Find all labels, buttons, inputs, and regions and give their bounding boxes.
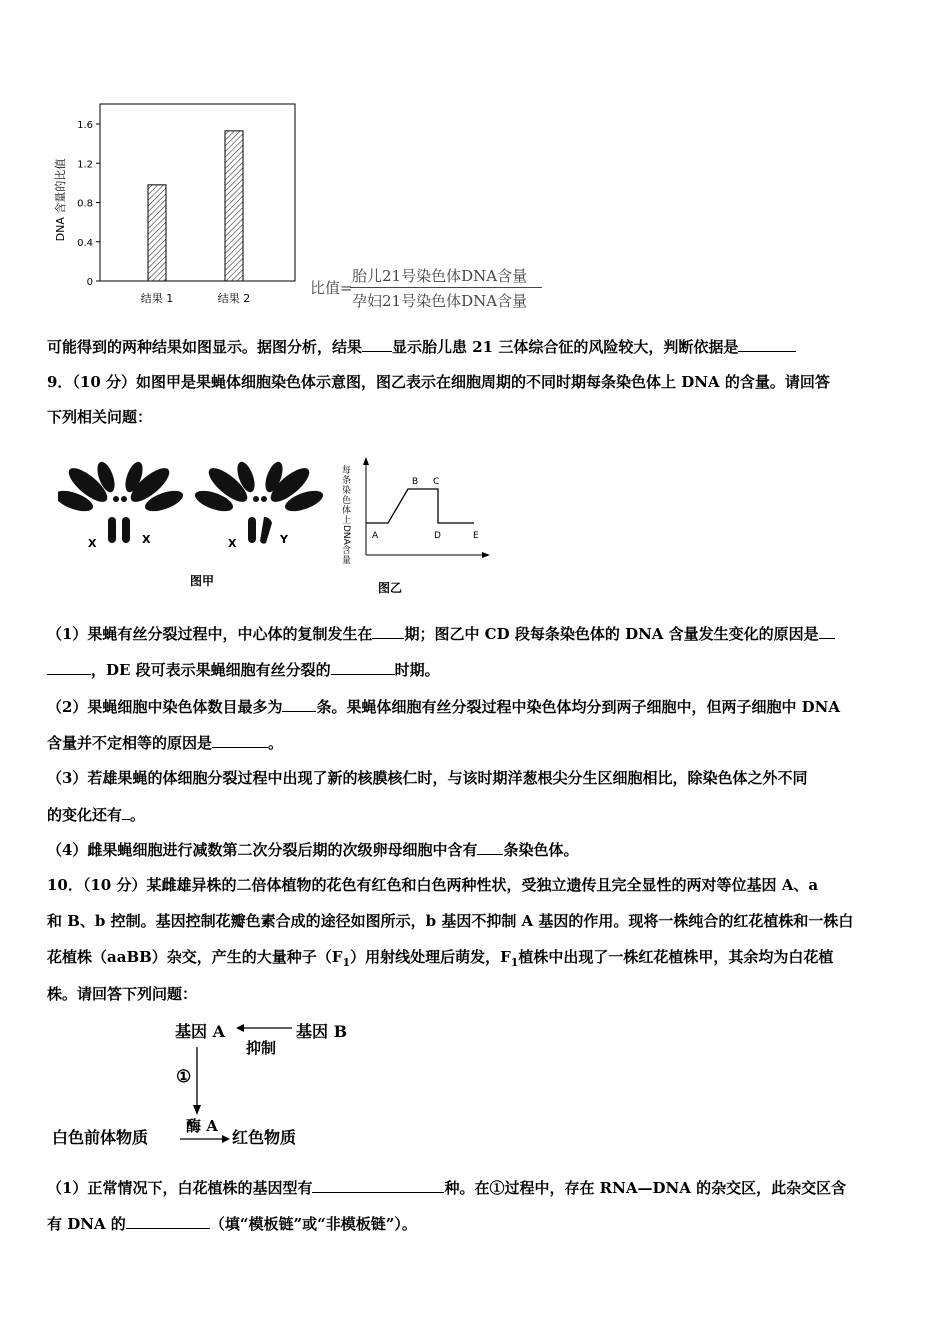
blank[interactable]	[122, 805, 130, 820]
chrom-label: Y	[280, 533, 288, 546]
q9-part3-line2: 的变化还有 。	[47, 806, 146, 824]
chrom-label: X	[142, 533, 151, 546]
point-label-d: D	[434, 531, 441, 541]
y-tick-label: 1.2	[77, 159, 93, 171]
blank[interactable]	[738, 337, 796, 352]
q8-conclusion: 可能得到的两种结果如图显示。据图分析，结果 显示胎儿患 21 三体综合征的风险较大，判断依据是	[47, 337, 917, 357]
male-chromosomes	[192, 460, 325, 544]
figure-yi-label: 图乙	[378, 581, 403, 595]
figure-yi-ylabel-char: 含	[342, 546, 352, 556]
figure-yi-ylabel-char: DNA	[341, 525, 351, 545]
point-label-b: B	[412, 477, 419, 487]
blank[interactable]	[362, 337, 392, 352]
formula-prefix: 比值=	[310, 279, 353, 297]
blank[interactable]	[212, 733, 268, 748]
q9-part1-line2: ，DE 段可表示果蝇细胞有丝分裂的 时期。	[47, 660, 917, 680]
inhibit-arrow	[236, 1021, 296, 1035]
chart-ylabel: DNA 含量的比值	[54, 158, 67, 242]
formula-denominator: 孕妇21号染色体DNA含量	[352, 292, 528, 310]
point-label-e: E	[473, 531, 479, 541]
blank[interactable]	[312, 1178, 444, 1193]
y-tick-label: 0.8	[77, 198, 93, 210]
figure-jia-label: 图甲	[190, 574, 215, 588]
blank[interactable]	[47, 660, 91, 675]
blank[interactable]	[331, 660, 395, 675]
q10-stem-1: 10．（10 分）某雌雄异株的二倍体植物的花色有红色和白色两种性状，受独立遗传且完全显性的两对等位基因 A、a	[47, 876, 819, 894]
x-category-label: 结果 2	[217, 292, 251, 305]
y-tick-label: 0	[86, 277, 93, 288]
chrom-label: X	[228, 537, 237, 550]
blank[interactable]	[372, 624, 404, 639]
point-label-a: A	[372, 531, 379, 541]
y-tick-label: 0.4	[77, 237, 93, 249]
q10-part1-line2: 有 DNA 的 （填“模板链”或“非模板链”）。	[47, 1215, 417, 1233]
figure-yi-ylabel-char: 条	[342, 476, 352, 486]
inhibit-label: 抑制	[246, 1039, 277, 1057]
dna-ratio-bar-chart	[50, 100, 310, 315]
q10-stem-3: 花植株（aaBB）杂交，产生的大量种子$(F_1)$用射线处理后萌发，$F_1$植株中出现了一株红花植株甲，其余均为白花植	[47, 948, 834, 969]
blank[interactable]	[477, 840, 503, 855]
bar-1	[148, 185, 166, 281]
ratio-formula	[310, 265, 570, 315]
dna-content-line	[366, 489, 474, 523]
figure-yi-ylabel-char: 量	[342, 556, 352, 566]
q9-stem-2: 下列相关问题：	[47, 408, 153, 426]
gene-b: 基因 B	[296, 1022, 348, 1041]
q10-part1-line1: （1）正常情况下，白花植株的基因型有 种。在①过程中，存在 RNA—DNA 的杂交区，此杂交区含	[47, 1179, 847, 1197]
female-chromosomes	[58, 460, 186, 543]
figure-jia	[58, 455, 328, 590]
chrom-label: X	[88, 537, 97, 550]
x-category-label: 结果 1	[140, 292, 174, 305]
figure-yi-ylabel-char: 体	[342, 506, 352, 516]
step-one-label: ①	[176, 1067, 192, 1087]
figure-yi-ylabel-char: 每	[342, 466, 352, 476]
q9-part1-line1: （1）果蝇有丝分裂过程中，中心体的复制发生在 期；图乙中 CD 段每条染色体的 DNA 含量发生变化的原因是	[47, 624, 917, 644]
figure-yi	[336, 453, 496, 598]
conversion-arrow	[180, 1134, 230, 1144]
q9-part3-line1: （3）若雄果蝇的体细胞分裂过程中出现了新的核膜核仁时，与该时期洋葱根尖分生区细胞相比，除染色体之外不同	[47, 769, 808, 787]
figure-yi-ylabel	[341, 464, 351, 566]
y-tick-label: 1.6	[77, 120, 93, 131]
fraction-bar	[350, 287, 542, 288]
q10-stem-4: 株。请回答下列问题：	[47, 985, 198, 1003]
figure-yi-ylabel-char: 色	[342, 496, 352, 506]
pathway-diagram	[50, 1015, 370, 1155]
formula-numerator: 胎儿21号染色体DNA含量	[352, 267, 528, 285]
precursor-label: 白色前体物质	[52, 1128, 149, 1147]
q9-stem-1: 9．（10 分）如图甲是果蝇体细胞染色体示意图，图乙表示在细胞周期的不同时期每条染色体上 DNA 的含量。请回答	[47, 373, 830, 391]
figure-yi-ylabel-char: 染	[342, 486, 352, 496]
blank[interactable]	[126, 1214, 210, 1229]
chart-frame	[100, 104, 295, 281]
figure-yi-ylabel-char: 上	[342, 516, 352, 526]
gene-a: 基因 A	[175, 1022, 225, 1041]
bar-2	[225, 131, 243, 281]
q9-part2-line2: 含量并不定相等的原因是 。	[47, 734, 284, 752]
product-label: 红色物质	[232, 1128, 297, 1147]
enzyme-label: 酶 A	[186, 1117, 218, 1135]
point-label-c: C	[433, 477, 440, 487]
blank[interactable]	[282, 697, 316, 712]
q10-stem-2: 和 B、b 控制。基因控制花瓣色素合成的途径如图所示，b 基因不抑制 A 基因的作用。现将一株纯合的红花植株和一株白	[47, 912, 854, 930]
q9-part2-line1: （2）果蝇细胞中染色体数目最多为 条。果蝇体细胞有丝分裂过程中染色体均分到两子细胞中，但两子细胞中 DNA	[47, 698, 841, 716]
q9-part4: （4）雌果蝇细胞进行减数第二次分裂后期的次级卵母细胞中含有 条染色体。	[47, 841, 579, 859]
blank[interactable]	[819, 624, 835, 639]
synthesis-arrow	[190, 1047, 204, 1115]
